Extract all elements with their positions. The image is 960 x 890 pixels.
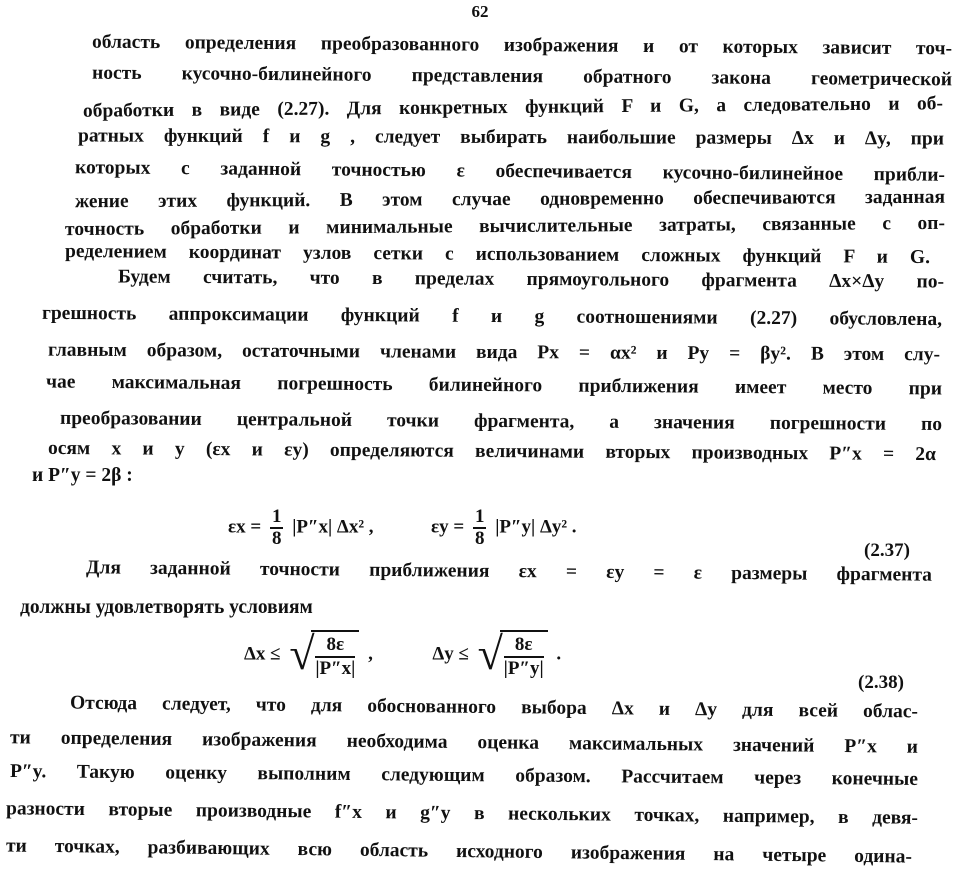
text-line: Будем считать, что в пределах прямоугольного фрагмента Δx×Δy по- xyxy=(117,266,945,293)
text-line: ти точках, разбивающих всю область исходного изображения на четыре одина- xyxy=(5,835,913,868)
text-line: осям x и y (εx и εy) определяются величинами вторых производных P″x = 2α xyxy=(47,437,937,466)
eq-separator: , xyxy=(368,643,373,665)
text-line: которых с заданной точностью ε обеспечивается кусочно-билинейное прибли- xyxy=(74,157,946,186)
text-line: Отсюда следует, что для обоснованного выбора Δx и Δy для всей облас- xyxy=(69,692,919,723)
text-line: область определения преобразованного изображения и от которых зависит точ- xyxy=(91,31,953,60)
eq-delta-y: Δy ≤ xyxy=(432,643,469,665)
text-line: ределением координат узлов сетки с использованием сложных функций F и G. xyxy=(64,240,931,269)
equation-number: (2.38) xyxy=(858,672,904,693)
text-line: ти определения изображения необходима оценка максимальных значений P″x и xyxy=(9,727,919,758)
text-line: точность обработки и минимальные вычислительные затраты, связанные с оп- xyxy=(64,212,946,241)
eq-end: . xyxy=(556,643,562,665)
fraction-one-eighth: $\frac{1}{8}$ xyxy=(271,506,282,549)
text-line: P″y. Такую оценку выполним следующим образом. Рассчитаем через конечные xyxy=(9,761,919,790)
eq-epsilon-x: εx = xyxy=(228,516,262,538)
text-line: грешность аппроксимации функций f и g соотношениями (2.27) обусловлена, xyxy=(41,302,943,331)
text-line: Для заданной точности приближения εx = εy = ε размеры фрагмента xyxy=(85,557,933,586)
text-line: ратных функций f и g , следует выбирать наибольшие размеры Δx и Δy, при xyxy=(77,125,945,150)
eq-left-tail: |P″x| Δx² , xyxy=(292,516,374,538)
sqrt-delta-x: √ $\frac{8\varepsilon}{|P''x|}$ xyxy=(289,630,359,680)
equation-2-38 xyxy=(244,630,561,680)
page-number: 62 xyxy=(471,2,489,21)
text-line: ность кусочно-билинейного представления обратного закона геометрической xyxy=(91,62,953,91)
equation-number: (2.37) xyxy=(864,540,910,561)
text-line: главным образом, остаточными членами вида Px = αx² и Py = βy². В этом слу- xyxy=(47,339,941,366)
text-line: разности вторые производные f″x и g″y в нескольких точках, например, в девя- xyxy=(5,798,919,829)
sqrt-delta-y: √ $\frac{8\varepsilon}{|P''y|}$ xyxy=(478,630,548,680)
text-line: и P″y = 2β : xyxy=(32,465,133,486)
text-line: обработки в виде (2.27). Для конкретных функций F и G, а следовательно и об- xyxy=(82,93,944,122)
text-line: преобразовании центральной точки фрагмента, а значения погрешности по xyxy=(59,407,943,436)
eq-right-tail: |P″y| Δy² . xyxy=(495,516,577,538)
text-line: чае максимальная погрешность билинейного приближения имеет место при xyxy=(45,371,943,400)
fraction-one-eighth: $\frac{1}{8}$ xyxy=(474,506,485,549)
equation-2-37 xyxy=(228,507,577,549)
eq-delta-x: Δx ≤ xyxy=(244,643,281,665)
text-line: жение этих функций. В этом случае одновременно обеспечиваются заданная xyxy=(74,186,946,213)
eq-epsilon-y: εy = xyxy=(431,516,465,538)
text-line: должны удовлетворять условиям xyxy=(20,597,313,618)
